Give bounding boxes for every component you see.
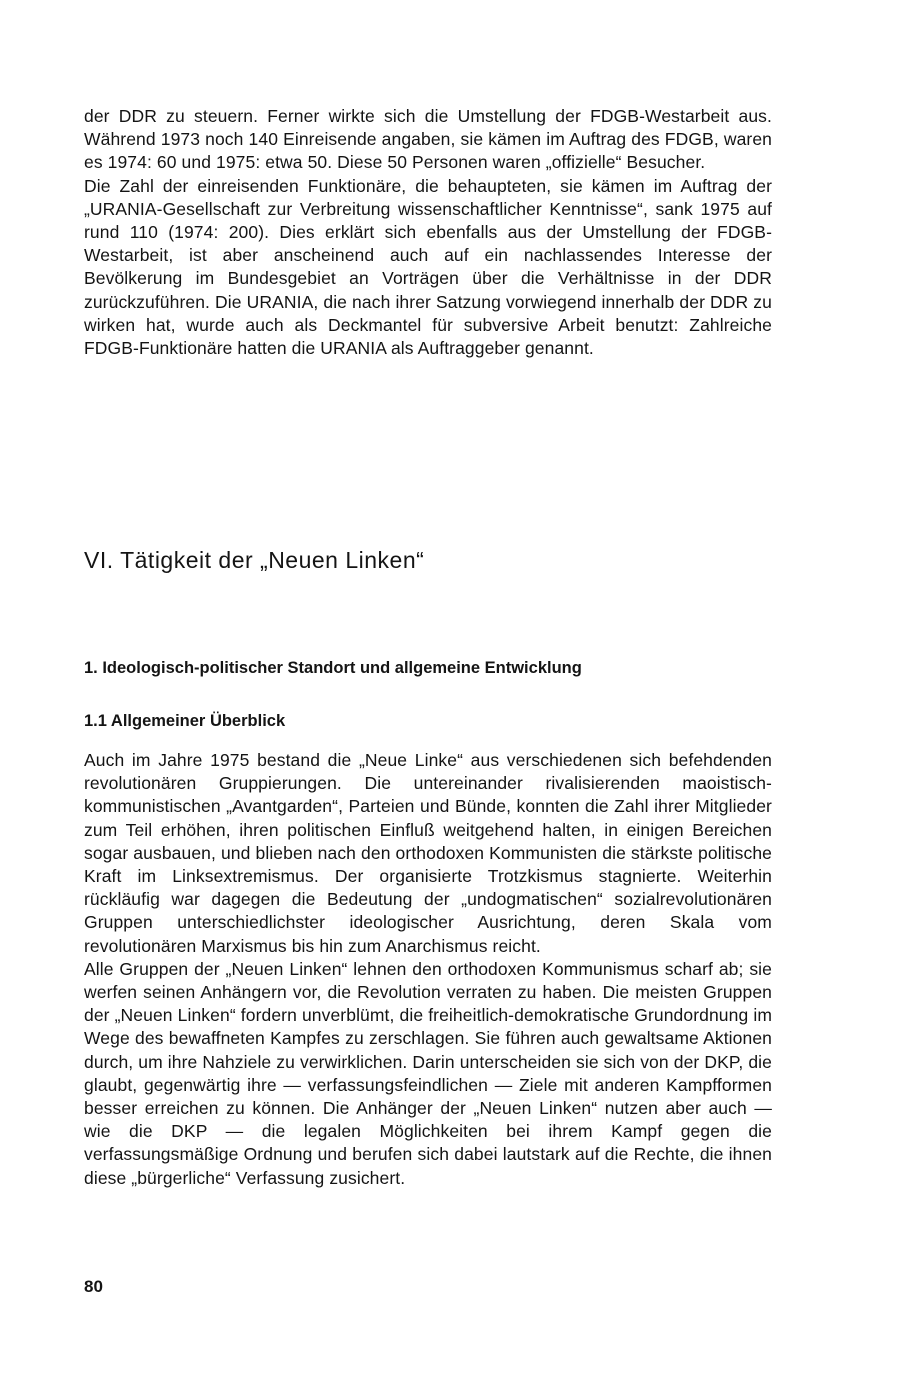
chapter-title: VI. Tätigkeit der „Neuen Linken“: [84, 547, 425, 573]
paragraph: Die Zahl der einreisenden Funktionäre, die behaupteten, sie kämen im Auftrag der „URANIA-Gesellschaft zur Verbreitung wissenschaftlicher Kenntnisse“, sank 1975 auf rund 110 (1974: 200). Dies erklärt sich ebenfalls aus der Umstellung der FDGB-Westarbeit, ist aber anscheinend auch auf ein nachlassendes Interesse der Bevölkerung im Bundesgebiet an Vorträgen über die Verhältnisse in der DDR zurückzuführen. Die URANIA, die nach ihrer Satzung vorwiegend innerhalb der DDR zu wirken hat, wurde auch als Deckmantel für subversive Arbeit benutzt: Zahlreiche FDGB-Funktionäre hatten die URANIA als Auftraggeber genannt.: [84, 175, 772, 359]
paragraph: Auch im Jahre 1975 bestand die „Neue Linke“ aus verschiedenen sich befehdenden revolutionären Gruppierungen. Die untereinander rivalisierenden maoistisch-kommunistischen „Avantgarden“, Parteien und Bünde, konnten die Zahl ihrer Mitglieder zum Teil erhöhen, ihren politischen Einfluß weitgehend halten, in einigen Bereichen sogar ausbauen, und blieben nach den orthodoxen Kommunisten die stärkste politische Kraft im Linksextremismus. Der organisierte Trotzkismus stagnierte. Weiterhin rückläufig war dagegen die Bedeutung der „undogmatischen“ sozialrevolutionären Gruppen unterschiedlichster ideologischer Ausrichtung, deren Skala vom revolutionären Marxismus bis hin zum Anarchismus reicht.: [84, 750, 772, 956]
subsection-text: [84, 749, 772, 1190]
subsection-title: 1.1 Allgemeiner Überblick: [84, 712, 286, 730]
section-title: 1. Ideologisch-politischer Standort und allgemeine Entwicklung: [84, 659, 582, 677]
paragraph: der DDR zu steuern. Ferner wirkte sich die Umstellung der FDGB-Westarbeit aus. Während 1973 noch 140 Einreisende angaben, sie kämen im Auftrag des FDGB, waren es 1974: 60 und 1975: etwa 50. Diese 50 Personen waren „offizielle“ Besucher.: [84, 106, 772, 173]
intro-text: [84, 105, 772, 360]
page-number: 80: [84, 1277, 103, 1296]
paragraph: Alle Gruppen der „Neuen Linken“ lehnen den orthodoxen Kommunismus scharf ab; sie werfen seinen Anhängern vor, die Revolution verraten zu haben. Die meisten Gruppen der „Neuen Linken“ fordern unverblümt, die freiheitlich-demokratische Grundordnung im Wege des bewaffneten Kampfes zu zerschlagen. Sie führen auch gewaltsame Aktionen durch, um ihre Nahziele zu verwirklichen. Darin unterscheiden sie sich von der DKP, die glaubt, gegenwärtig ihre — verfassungsfeindlichen — Ziele mit anderen Kampfformen besser erreichen zu können. Die Anhänger der „Neuen Linken“ nutzen aber auch — wie die DKP — die legalen Möglichkeiten bei ihrem Kampf gegen die verfassungsmäßige Ordnung und berufen sich dabei lautstark auf die Rechte, die ihnen diese „bürgerliche“ Verfassung zusichert.: [84, 958, 772, 1188]
